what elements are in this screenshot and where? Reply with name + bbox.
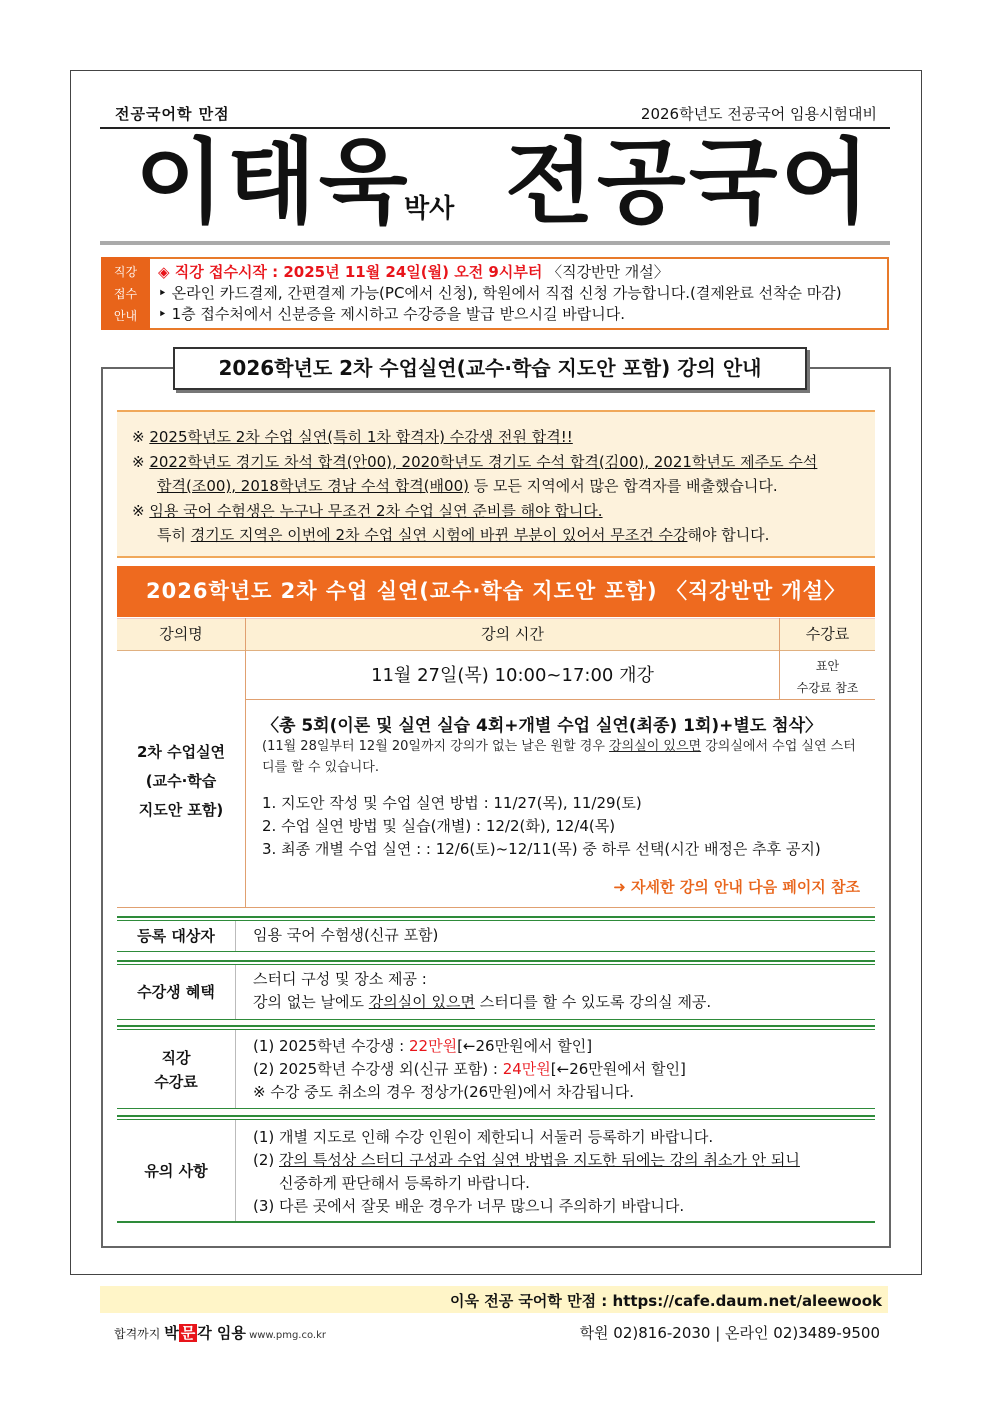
- caution-text-part: (2): [253, 1151, 280, 1169]
- notice-line-id: ‣ 1층 접수처에서 신분증을 제시하고 수강증을 발급 받으시길 바랍니다.: [158, 305, 626, 323]
- achievement-text-line: 경기도 지역은 이번에 2차 수업 실연 시험에 바뀐 부분이 있어서 무조건 수강: [190, 526, 688, 544]
- row-border: [117, 951, 875, 952]
- panel-title: 2026학년도 2차 수업실연(교수·학습 지도안 포함) 강의 안내: [173, 347, 807, 390]
- achievement-text: [132, 425, 817, 548]
- course-fee-note: [780, 652, 875, 699]
- row-divider: [235, 921, 236, 951]
- row-border: [117, 1108, 875, 1109]
- fee-price: 24만원: [502, 1060, 551, 1078]
- logo-text: 각: [197, 1324, 212, 1342]
- fee-text-part: (1) 2025학년 수강생 :: [253, 1037, 409, 1055]
- course-time: 11월 27일(목) 10:00~17:00 개강: [371, 665, 654, 686]
- notice-side-line: 안내: [113, 309, 138, 323]
- header-tagline: 전공국어학 만점: [115, 105, 230, 123]
- achievement-line: [132, 523, 817, 548]
- ref-mark: ※: [132, 428, 150, 446]
- course-study-note: [262, 736, 862, 778]
- subject-title: 전공국어: [505, 129, 873, 236]
- notice-side-line: 직강: [113, 265, 138, 279]
- course-schedule-list: [262, 792, 821, 861]
- notice-text: [158, 262, 842, 325]
- ref-mark: ※: [132, 501, 150, 520]
- fee-text: [253, 1035, 686, 1104]
- fee-line: [253, 1058, 686, 1081]
- benefit-line: [253, 991, 711, 1014]
- publisher-logo: [114, 1322, 326, 1343]
- benefit-line: 스터디 구성 및 장소 제공 :: [253, 970, 427, 988]
- notice-line-start: [158, 262, 842, 283]
- row-border: [117, 960, 875, 962]
- logo-text: 합격까지: [114, 1327, 165, 1341]
- target-text: 임용 국어 수험생(신규 포함): [253, 926, 439, 944]
- caution-text-part: 강의 특성상 스터디 구성과 수업 실연 방법을 지도한 뒤에는 강의 취소가 안 되니: [279, 1151, 800, 1169]
- achievement-line: [132, 450, 817, 475]
- fee-label-line: 직강: [161, 1049, 191, 1067]
- course-name-line: 지도안 포함): [138, 801, 224, 819]
- logo-url: www.pmg.co.kr: [245, 1330, 327, 1341]
- study-note-text: (11월 28일부터 12월 20일까지 강의가 없는 날은 원할 경우: [262, 739, 610, 754]
- fee-text-part: [←26만원에서 할인]: [457, 1037, 593, 1055]
- title-divider: [100, 241, 890, 245]
- footer-phone: 학원 02)816-2030 | 온라인 02)3489-9500: [579, 1324, 880, 1342]
- row-divider: [235, 965, 236, 1019]
- row-border: [117, 1029, 875, 1030]
- caution-line: (3) 다른 곳에서 잘못 배운 경우가 너무 많으니 주의하기 바랍니다.: [253, 1197, 685, 1215]
- benefit-text-part: 스터디를 할 수 있도록 강의실 제공.: [474, 993, 712, 1011]
- row-border: [117, 1019, 875, 1020]
- logo-mark: 문: [180, 1324, 196, 1342]
- list-item: 1. 지도안 작성 및 수업 실연 방법 : 11/27(목), 11/29(토): [262, 794, 642, 812]
- notice-line-payment: ‣ 온라인 카드결제, 간편결제 가능(PC에서 신청), 학원에서 직접 신청 가능합니다.(결제완료 선착순 마감): [158, 284, 842, 302]
- fee-line: ※ 수강 중도 취소의 경우 정상가(26만원)에서 차감됩니다.: [253, 1083, 635, 1101]
- row-border: [117, 1119, 875, 1120]
- achievement-text-line: 해야 합니다.: [687, 526, 770, 544]
- caution-line: 신중하게 판단해서 등록하기 바랍니다.: [279, 1174, 530, 1192]
- study-note-text: 강의실이 있으면: [609, 739, 702, 754]
- list-item: 2. 수업 실연 방법 및 실습(개별) : 12/2(화), 12/4(목): [262, 817, 616, 835]
- fee-label: [117, 1046, 235, 1094]
- list-item: 3. 최종 개별 수업 실연 : : 12/6(토)~12/11(목) 중 하루 선택(시간 배정은 추후 공지): [262, 840, 821, 858]
- benefit-text-part: 강의 없는 날에도: [253, 993, 369, 1011]
- caution-line: (1) 개별 지도로 인해 수강 인원이 제한되니 서둘러 등록하기 바랍니다.: [253, 1128, 714, 1146]
- achievement-text-line: 등 모든 지역에서 많은 합격자를 배출했습니다.: [468, 477, 778, 495]
- row-border: [117, 964, 875, 965]
- caution-text: [253, 1126, 800, 1218]
- row-border: [117, 916, 875, 918]
- achievement-line: [132, 474, 817, 499]
- course-name-cell: [117, 738, 245, 825]
- footer-cafe-link[interactable]: 이욱 전공 국어학 만점 : https://cafe.daum.net/aleewook: [450, 1292, 882, 1310]
- notice-line-note: 〈직강반만 개설〉: [542, 263, 669, 281]
- achievement-line: [132, 425, 817, 450]
- benefit-text: [253, 968, 711, 1014]
- fee-note-line: 표안: [815, 659, 840, 673]
- achievement-text-line: 2022학년도 경기도 차석 합격(안00), 2020학년도 경기도 수석 합격(김00), 2021학년도 제주도 수석: [149, 452, 818, 471]
- header-exam-label: 2026학년도 전공국어 임용시험대비: [640, 105, 877, 123]
- next-page-reference: ➜ 자세한 강의 안내 다음 페이지 참조: [613, 878, 860, 896]
- study-note-text: 강의실에서 수업 실연 스터디를 할 수 있습니다.: [262, 739, 856, 775]
- fee-line: [253, 1035, 686, 1058]
- instructor-name: 이태욱: [135, 129, 411, 236]
- fee-text-part: (2) 2025학년 수강생 외(신규 포함) :: [253, 1060, 503, 1078]
- instructor-degree: 박사: [404, 194, 455, 224]
- fee-label-line: 수강료: [154, 1073, 198, 1091]
- table-header-time: 강의 시간: [481, 625, 544, 643]
- table-header-course: 강의명: [159, 625, 203, 643]
- row-border: [117, 920, 875, 921]
- course-name-line: (교수·학습: [145, 772, 217, 790]
- row-divider: [235, 1030, 236, 1108]
- notice-side-line: 접수: [113, 287, 138, 301]
- achievement-text-line: 2025학년도 2차 수업 실연(특히 1차 합격자) 수강생 전원 합격!!: [149, 428, 573, 446]
- row-border: [117, 1025, 875, 1027]
- row-border: [117, 1221, 875, 1223]
- benefit-text-part: 강의실이 있으면: [368, 993, 475, 1011]
- target-label: 등록 대상자: [137, 927, 215, 945]
- table-divider: [246, 699, 875, 700]
- achievement-line: [132, 499, 817, 524]
- notice-side-label: [101, 257, 150, 330]
- course-name-line: 2차 수업실연: [136, 743, 226, 761]
- ref-mark: ※: [132, 452, 150, 471]
- table-divider: [117, 907, 875, 908]
- course-summary: 〈총 5회(이론 및 실연 실습 4회+개별 수업 실연(최종) 1회)+별도 첨삭〉: [262, 716, 823, 736]
- benefit-label: 수강생 혜택: [137, 983, 215, 1001]
- logo-text: 박: [164, 1324, 179, 1342]
- fee-price: 22만원: [409, 1037, 458, 1055]
- fee-note-line: 수강료 참조: [796, 681, 859, 695]
- caution-line: [253, 1149, 800, 1172]
- achievement-text-line: 합격(조00), 2018학년도 경남 수석 합격(배00): [157, 477, 469, 495]
- achievement-text-line: 특히: [157, 526, 191, 544]
- achievement-text-line: 임용 국어 수험생은 누구나 무조건 2차 수업 실연 준비를 해야 합니다.: [149, 501, 603, 520]
- start-date-highlight: ◈ 직강 접수시작 : 2025년 11월 24일(월) 오전 9시부터: [158, 263, 543, 281]
- caution-label: 유의 사항: [144, 1162, 208, 1180]
- fee-text-part: [←26만원에서 할인]: [550, 1060, 686, 1078]
- row-divider: [235, 1120, 236, 1221]
- course-banner: 2026학년도 2차 수업 실연(교수·학습 지도안 포함) 〈직강반만 개설〉: [117, 566, 875, 617]
- logo-text: 임용: [211, 1324, 246, 1342]
- table-header-fee: 수강료: [805, 625, 850, 643]
- row-border: [117, 1115, 875, 1117]
